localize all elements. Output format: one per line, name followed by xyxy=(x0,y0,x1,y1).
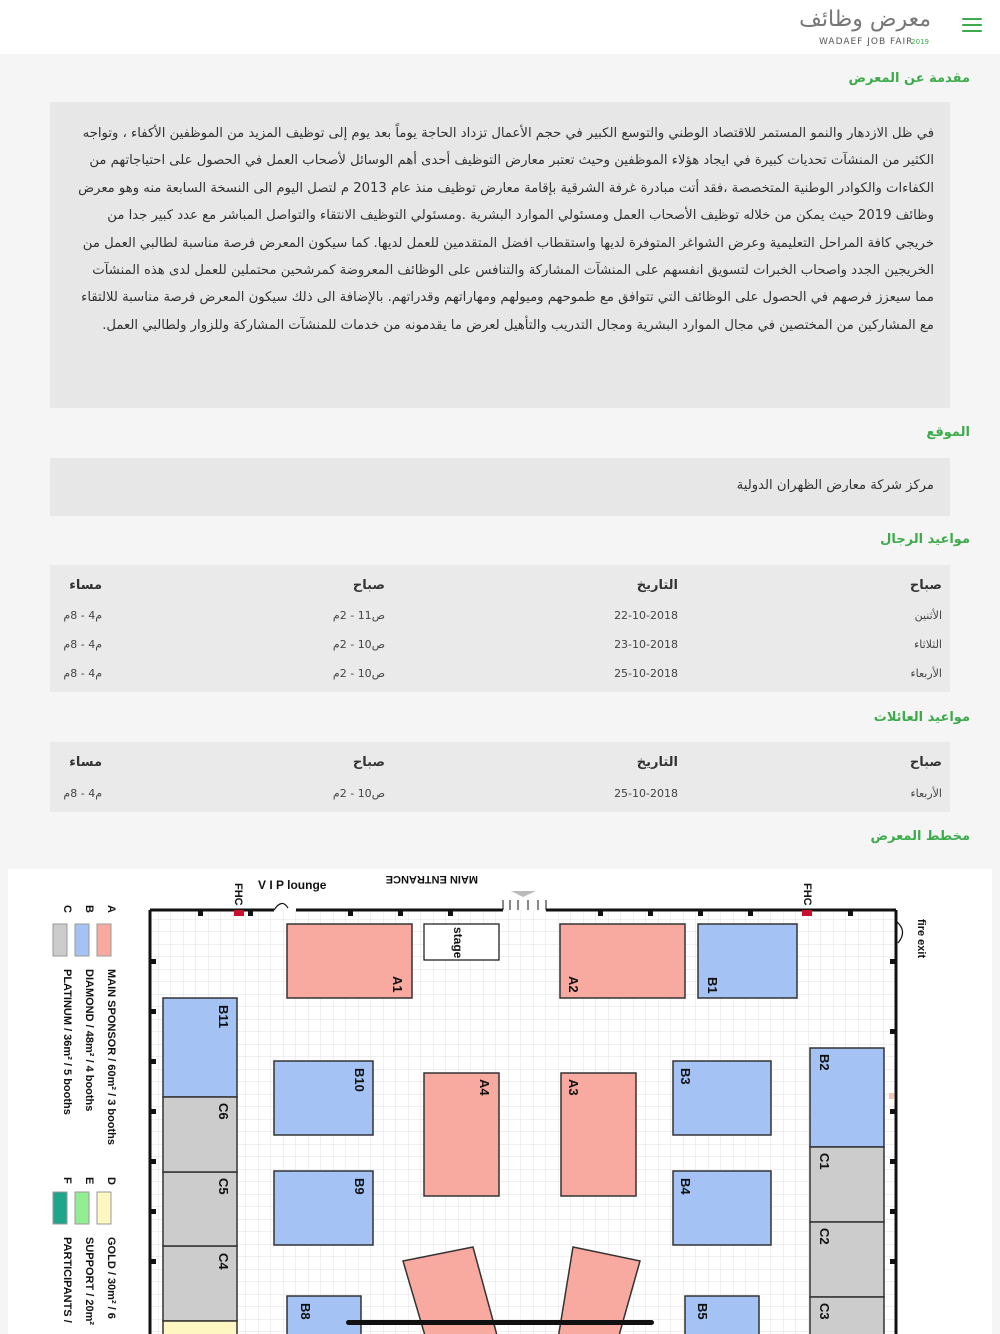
table-cell: 25-10-2018 xyxy=(614,787,678,800)
location-title: الموقع xyxy=(926,425,970,440)
fhc-marker xyxy=(234,910,244,916)
booth-label: C6 xyxy=(216,1103,231,1120)
entrance-doors xyxy=(503,900,546,910)
location-value: مركز شركة معارض الظهران الدولية xyxy=(736,478,934,493)
booth-label: A1 xyxy=(390,976,405,993)
intro-title: مقدمة عن المعرض xyxy=(848,71,970,86)
legend-swatch xyxy=(75,1192,89,1224)
logo-year: 2019 xyxy=(911,38,929,46)
table-cell: الثلاثاء xyxy=(914,638,942,651)
intro-panel xyxy=(50,102,950,408)
table-header-cell: صباح xyxy=(909,755,942,770)
legend-key: A xyxy=(105,905,117,913)
legend-label: PLATINUM / 36m² / 5 booths xyxy=(61,969,73,1115)
legend-label: GOLD / 30m² / 6 xyxy=(105,1237,117,1319)
table-cell: ص10 - 2م xyxy=(332,638,385,651)
fhc-label: FHC xyxy=(232,883,244,906)
logo-english-text: WADAEF JOB FAIR xyxy=(819,37,914,47)
booth-label: C3 xyxy=(817,1303,832,1320)
men-schedule-title: مواعيد الرجال xyxy=(880,532,970,547)
site-logo[interactable] xyxy=(799,6,935,48)
floor-plan-image[interactable] xyxy=(8,869,992,1334)
wall-marker xyxy=(889,1093,894,1099)
floor-plan-title: مخطط المعرض xyxy=(870,829,970,844)
booth-label: B10 xyxy=(352,1068,367,1092)
booth-label: A2 xyxy=(566,976,581,993)
table-header-cell: التاريخ xyxy=(636,755,678,770)
booth-label: C4 xyxy=(216,1253,231,1270)
men-schedule-table xyxy=(50,565,950,692)
legend-swatch xyxy=(97,1192,111,1224)
booth-label: B9 xyxy=(352,1178,367,1195)
booth-label: A4 xyxy=(477,1079,492,1096)
booth-label: B8 xyxy=(298,1303,313,1320)
family-schedule-title: مواعيد العائلات xyxy=(873,710,970,725)
booth-label: C5 xyxy=(216,1178,231,1195)
legend-label: PARTICIPANTS / xyxy=(61,1237,73,1323)
legend-swatch xyxy=(53,924,67,956)
booth-d xyxy=(163,1321,237,1334)
location-panel xyxy=(50,458,950,516)
booth-label: A3 xyxy=(566,1079,581,1096)
table-cell: ص11 - 2م xyxy=(332,609,385,622)
booth-label: B1 xyxy=(705,977,720,994)
legend-key: D xyxy=(105,1177,117,1185)
booth-label: B11 xyxy=(216,1005,231,1029)
legend-label: MAIN SPONSOR / 60m² / 3 booths xyxy=(105,969,117,1146)
table-header-cell: صباح xyxy=(352,578,385,593)
legend-key: F xyxy=(61,1177,73,1184)
table-cell: م4 - 8م xyxy=(63,609,102,622)
divider-bar xyxy=(346,1320,654,1325)
booth-label: C1 xyxy=(817,1153,832,1170)
table-header-cell: مساء xyxy=(69,755,102,770)
table-header-cell: التاريخ xyxy=(636,578,678,593)
fhc-marker xyxy=(802,910,812,916)
vip-label: V I P lounge xyxy=(258,878,327,892)
entrance-arrow xyxy=(511,891,536,897)
table-cell: 23-10-2018 xyxy=(614,638,678,651)
table-cell: 25-10-2018 xyxy=(614,667,678,680)
top-header xyxy=(0,0,1000,54)
vip-door xyxy=(274,903,288,910)
table-cell: م4 - 8م xyxy=(63,638,102,651)
floor-plan-svg xyxy=(8,869,992,1334)
table-cell: الأربعاء xyxy=(910,667,942,680)
legend-swatch xyxy=(53,1192,67,1224)
table-cell: م4 - 8م xyxy=(63,667,102,680)
table-cell: الأثنين xyxy=(914,609,942,622)
table-header-cell: صباح xyxy=(909,578,942,593)
table-cell: الأربعاء xyxy=(910,787,942,800)
legend-swatch xyxy=(97,924,111,956)
booth-label: B4 xyxy=(678,1178,693,1195)
table-header-cell: مساء xyxy=(69,578,102,593)
entrance-label: MAIN ENTRANCE xyxy=(385,873,478,885)
legend-key: B xyxy=(83,905,95,913)
legend-key: C xyxy=(61,905,73,913)
family-schedule-table xyxy=(50,742,950,812)
stage-label: stage xyxy=(451,927,465,959)
booth-label: B2 xyxy=(817,1054,832,1071)
table-header-cell: صباح xyxy=(352,755,385,770)
plan-legend xyxy=(53,905,117,1325)
legend-key: E xyxy=(83,1177,95,1185)
table-cell: م4 - 8م xyxy=(63,787,102,800)
table-cell: ص10 - 2م xyxy=(332,787,385,800)
table-cell: ص10 - 2م xyxy=(332,667,385,680)
intro-body: في ظل الازدهار والنمو المستمر للاقتصاد الوطني والتوسع الكبير في حجم الأعمال تزداد الحاجة يوماً بعد يوم إلى توظيف المزيد من الموظفين الأكفاء ، وتواجه الكثير من المنشآت تحديات كبيرة في ايجاد هؤلاء الموظفين وحيث تعتبر معارض التوظيف أحدى أهم الوسائل لأصحاب العمل في الحصول على احتياجاتهم من الكفاءات والكوادر الوطنية المتخصصة ،فقد أتت مبادرة غرفة الشرقية بإقامة معارض توظيف منذ عام 2013 م لتصل اليوم الى النسخة السابعة منه وهو معرض وظائف 2019 حيث يمكن من خلاله توظيف الأصحاب العمل ومسئولي الموارد البشرية .ومسئولي التوظيف الانتقاء والتواصل المباشر مع عدد كبير جدا من خريجي كافة المراحل التعليمية وعرض الشواغر المتوفرة لديها واستقطاب افضل المتقدمين للعمل لديها. كما سيكون المعرض فرصة مناسبة لطالبي العمل من الخريجين الجدد واصحاب الخبرات لتسويق انفسهم على المنشآت المشاركة والتنافس على الوظائف المعروضة كمرشحين محتملين للعمل لدى هذه المنشآت مما سيعزز فرصهم في الحصول على الوظائف التي تتوافق مع طموحهم وميولهم ومهاراتهم وقدراتهم. بالإضافة الى ذلك سيكون المعرض فرصة مناسبة للالتقاء مع المشاركين من المختصين في مجال الموارد البشرية ومجال التدريب والتأهيل لعرض ما يقدمونه من خدمات للمنشآت المشاركة وللزوار ولطالبي العمل. xyxy=(78,126,934,333)
fhc-label: FHC xyxy=(801,883,813,906)
fire-exit-label: fire exit xyxy=(915,919,927,959)
booth-label: B5 xyxy=(695,1303,710,1320)
logo-arabic-text: معرض وظائف xyxy=(799,7,931,32)
booth-label: C2 xyxy=(817,1228,832,1245)
legend-swatch xyxy=(75,924,89,956)
hamburger-menu-icon[interactable] xyxy=(962,18,982,34)
legend-label: DIAMOND / 48m² / 4 booths xyxy=(83,969,95,1112)
legend-label: SUPPORT / 20m² xyxy=(83,1237,95,1326)
booth-label: B3 xyxy=(678,1068,693,1085)
table-cell: 22-10-2018 xyxy=(614,609,678,622)
